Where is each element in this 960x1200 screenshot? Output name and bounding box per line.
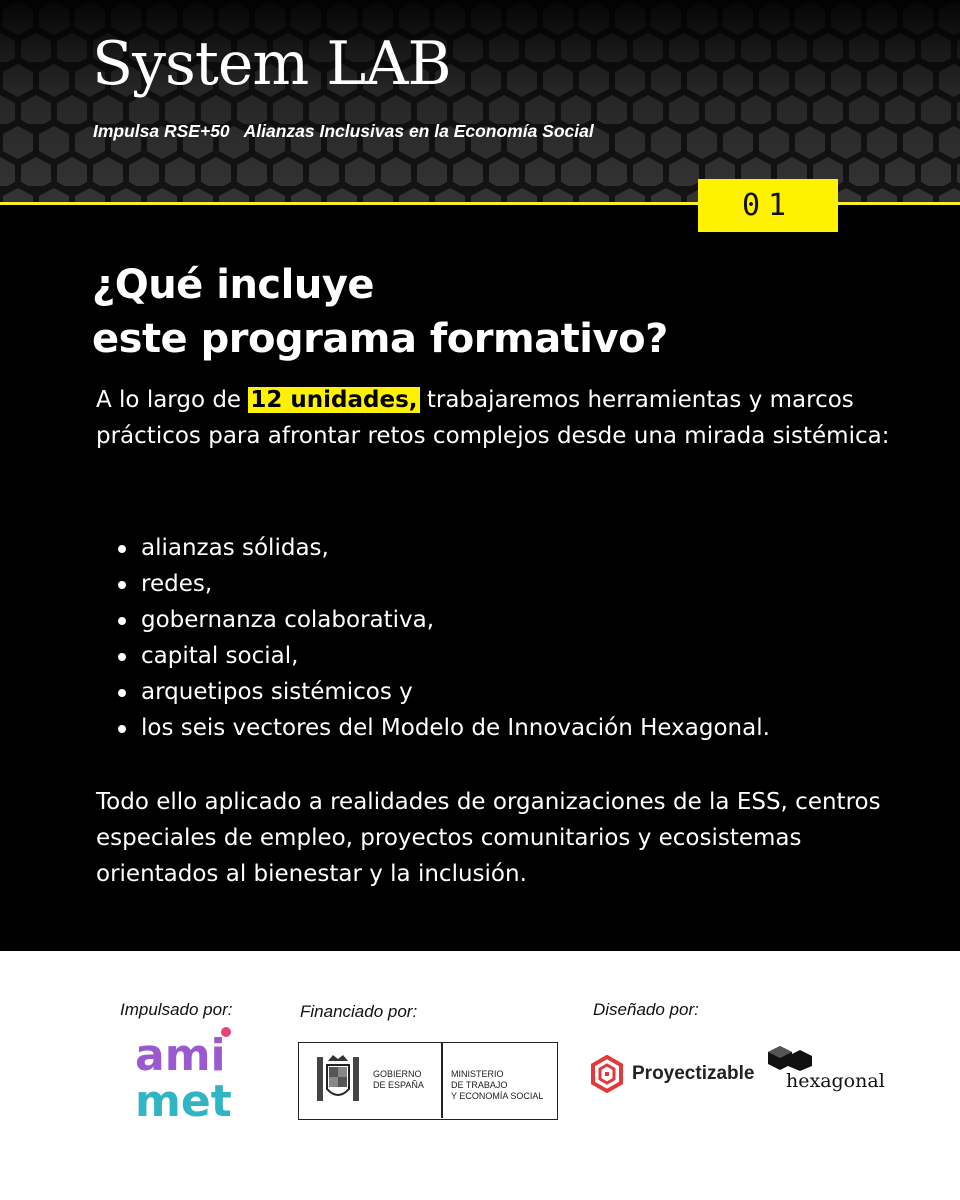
heading-line-1: ¿Qué incluye (92, 262, 375, 308)
financiado-label: Financiado por: (300, 1002, 418, 1021)
impulsado-label: Impulsado por: (120, 1000, 233, 1019)
amimet-logo (133, 1022, 243, 1122)
intro-paragraph (96, 382, 896, 454)
list-item: alianzas sólidas, (112, 530, 770, 566)
ministerio-text (451, 1069, 543, 1102)
gov-right-line: Y ECONOMÍA SOCIAL (451, 1091, 544, 1101)
logo-separator (441, 1043, 443, 1118)
disenado-label: Diseñado por: (593, 1000, 699, 1019)
proyectizable-text: Proyectizable (632, 1063, 755, 1084)
highlight-units: 12 unidades, (250, 387, 418, 413)
hexagonal-icon (766, 1044, 816, 1072)
gov-left-line: GOBIERNO (373, 1069, 422, 1079)
gobierno-espana-logo (298, 1042, 558, 1120)
outro-paragraph: Todo ello aplicado a realidades de organizaciones de la ESS, centros especiales de empleo, proyectos comunitarios y ecosistemas orientados al bienestar y la inclusión. (96, 789, 881, 887)
gov-right-line: MINISTERIO (451, 1069, 504, 1079)
section-heading (92, 258, 668, 366)
gov-left-line: DE ESPAÑA (373, 1080, 424, 1090)
coat-of-arms-icon (313, 1051, 363, 1111)
section-number-badge: 01 (698, 179, 838, 232)
brand-title: System LAB (92, 29, 451, 99)
intro-text-before: A lo largo de (96, 387, 249, 413)
list-item: los seis vectores del Modelo de Innovación Hexagonal. (112, 710, 770, 746)
gov-right-line: DE TRABAJO (451, 1080, 508, 1090)
proyectizable-icon (590, 1055, 624, 1093)
topics-list (112, 530, 770, 746)
amimet-logo-line-1: ami (135, 1030, 226, 1081)
amimet-logo-line-2: met (135, 1076, 232, 1122)
list-item: redes, (112, 566, 770, 602)
list-item: capital social, (112, 638, 770, 674)
hexagonal-text: hexagonal (786, 1070, 885, 1092)
intro-text-after: trabajaremos herramientas y marcos prácticos para afrontar retos complejos desde una mirada sistémica: (96, 387, 890, 449)
tagline: Impulsa RSE+50 Alianzas Inclusivas en la Economía Social (93, 121, 594, 141)
heading-line-2: este programa formativo? (92, 316, 668, 362)
list-item: arquetipos sistémicos y (112, 674, 770, 710)
list-item: gobernanza colaborativa, (112, 602, 770, 638)
gobierno-text (373, 1069, 424, 1091)
proyectizable-logo (590, 1055, 755, 1093)
hero-banner (0, 0, 960, 202)
